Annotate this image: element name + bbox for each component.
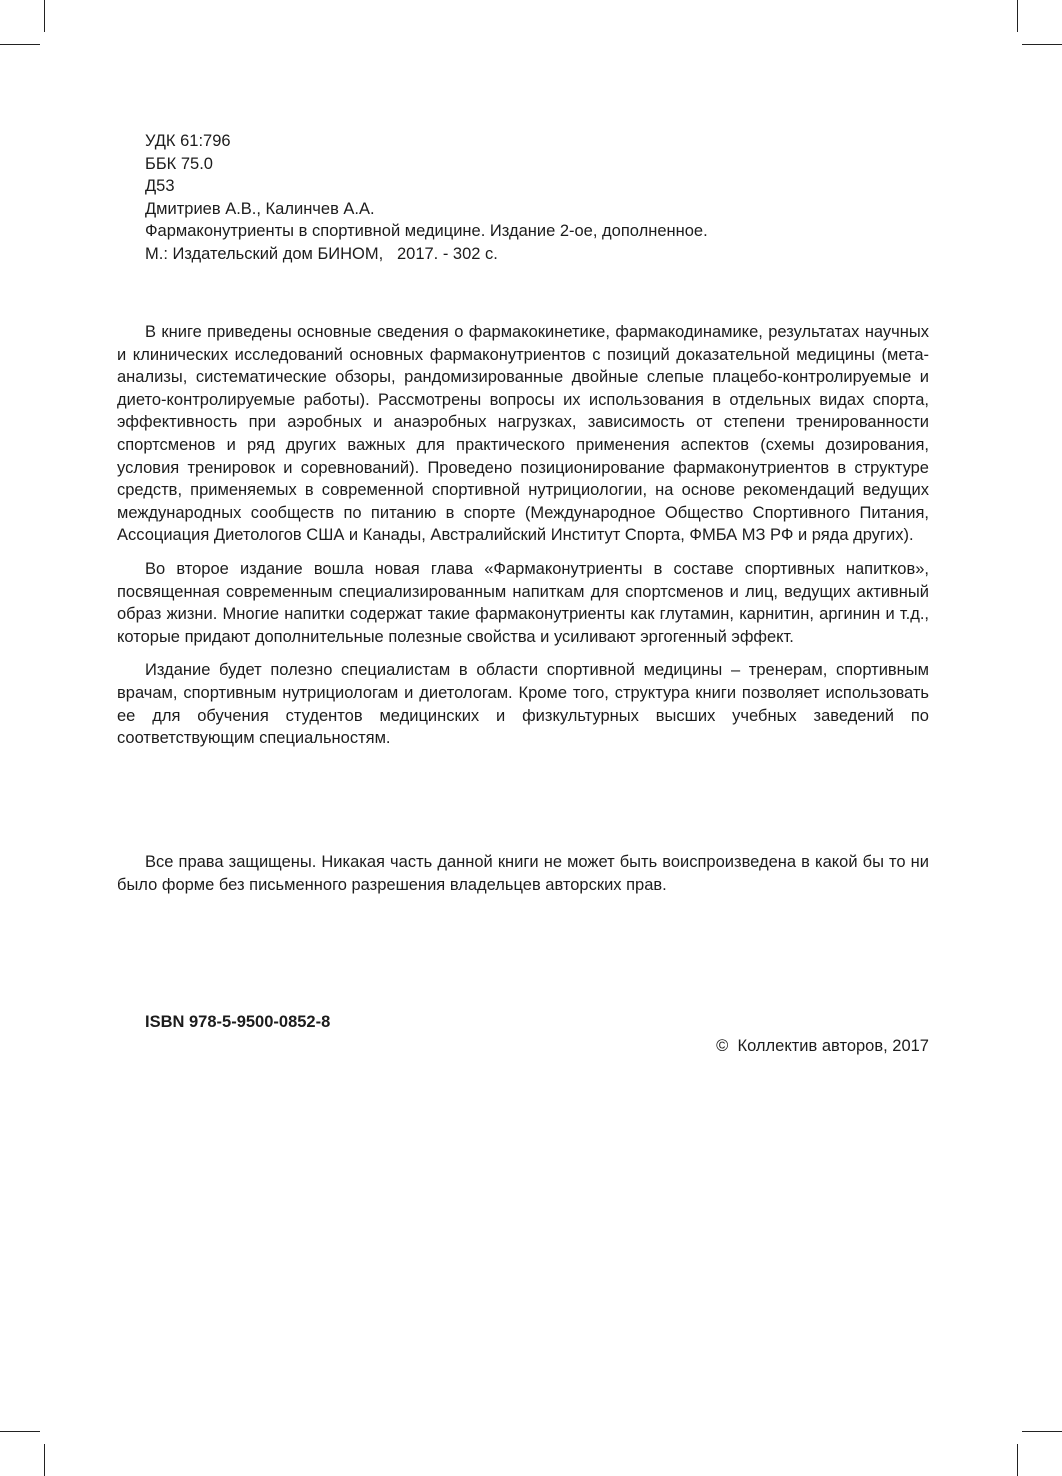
crop-mark-bottom-right-horizontal: [1022, 1431, 1062, 1432]
abstract: [117, 321, 929, 761]
crop-mark-bottom-right-vertical: [1017, 1444, 1018, 1476]
copyright: © Коллектив авторов, 2017: [716, 1037, 929, 1055]
book-title: Фармаконутриенты в спортивной медицине. Издание 2-ое, дополненное.: [145, 222, 708, 241]
abstract-paragraph: В книге приведены основные сведения о фармакокинетике, фармакодинамике, результатах научных и клинических исследований основных фармаконутриентов с позиций доказательной медицины (мета-анализы, систематические обзоры, рандомизированные двойные слепые плацебо-контролируемые и дието-контролируемые работы). Рассмотрены вопросы их использования в отдельных видах спорта, эффективность при аэробных и анаэробных нагрузках, зависимость от степени тренированности спортсменов и ряд других важных для практического применения аспектов (схемы дозирования, условия тренировок и соревнований). Проведено позиционирование фармаконутриентов в структуре средств, применяемых в современной спортивной нутрициологии, на основе рекомендаций ведущих международных сообществ по питанию в спорте (Международное Общество Спортивного Питания, Ассоциация Диетологов США и Канады, Австралийский Институт Спорта, ФМБА МЗ РФ и ряда других).: [117, 323, 929, 545]
isbn: ISBN 978-5-9500-0852-8: [145, 1013, 331, 1031]
udk-code: УДК 61:796: [145, 132, 231, 150]
publisher-line: М.: Издательский дом БИНОМ, 2017. - 302 с.: [145, 244, 498, 263]
crop-mark-top-right-horizontal: [1022, 44, 1062, 45]
authors: Дмитриев А.В., Калинчев А.А.: [145, 199, 375, 218]
crop-mark-bottom-left-horizontal: [0, 1431, 40, 1432]
abstract-paragraph: Во второе издание вошла новая глава «Фармаконутриенты в составе спортивных напитков», посвященная современным специализированным напиткам для спортсменов и лиц, ведущих активный образ жизни. Многие напитки содержат такие фармаконутриенты как глутамин, карнитин, аргинин и т.д., которые придают дополнительные полезные свойства и усиливают эргогенный эффект.: [117, 559, 929, 646]
bbk-code: ББК 75.0: [145, 154, 213, 173]
author-mark: Д53: [145, 177, 175, 196]
crop-mark-top-left-horizontal: [0, 44, 40, 45]
rights-notice: [117, 851, 929, 896]
abstract-paragraph: Издание будет полезно специалистам в области спортивной медицины – тренерам, спортивным врачам, спортивным нутрициологам и диетологам. Кроме того, структура книги позволяет использовать ее для обучения студентов медицинских и физкультурных высших учебных заведений по соответствующим специальностям.: [117, 661, 929, 748]
crop-mark-top-left-vertical: [44, 0, 45, 32]
crop-mark-bottom-left-vertical: [44, 1444, 45, 1476]
crop-mark-top-right-vertical: [1017, 0, 1018, 32]
bibliographic-record: [145, 130, 945, 266]
rights-text: Все права защищены. Никакая часть данной книги не может быть воиспроизведена в какой бы то ни было форме без письменного разрешения владельцев авторских прав.: [117, 853, 929, 894]
